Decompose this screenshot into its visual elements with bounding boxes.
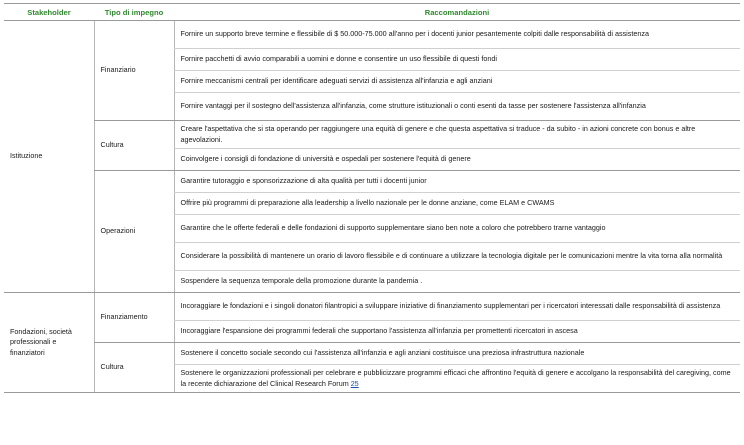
recommendation-text: Sostenere le organizzazioni professionali per celebrare e pubblicizzare programmi efficaci che affrontino l'equità di genere e accolgano la responsabilità del caregiving, come la recente dichiarazione del Clinical Research Forum <box>180 368 731 388</box>
type-cell: Finanziario <box>94 21 174 121</box>
table-row <box>4 121 740 149</box>
stakeholder-cell: Fondazioni, società professionali e finanziatori <box>4 293 94 393</box>
recommendation-cell: Fornire un supporto breve termine e flessibile di $ 50.000-75.000 all'anno per i docenti junior pesantemente colpiti dalle responsabilità di assistenza <box>174 21 740 49</box>
reference-link[interactable]: 25 <box>350 378 359 388</box>
recommendation-cell: Fornire meccanismi centrali per identificare adeguati servizi di assistenza all'infanzia e agli anziani <box>174 71 740 93</box>
type-cell: Cultura <box>94 121 174 171</box>
recommendation-cell: Garantire che le offerte federali e delle fondazioni di supporto supplementare siano ben note a coloro che potrebbero trarne vantaggio <box>174 215 740 243</box>
recommendation-cell: Coinvolgere i consigli di fondazione di università e ospedali per sostenere l'equità di genere <box>174 149 740 171</box>
recommendation-cell: Fornire pacchetti di avvio comparabili a uomini e donne e consentire un uso flessibile di questi fondi <box>174 49 740 71</box>
table-row <box>4 293 740 321</box>
recommendation-cell: Incoraggiare l'espansione dei programmi federali che supportano l'assistenza all'infanzia per promettenti ricercatori in ascesa <box>174 321 740 343</box>
recommendation-cell: Sospendere la sequenza temporale della promozione durante la pandemia . <box>174 271 740 293</box>
type-cell: Cultura <box>94 343 174 393</box>
table-row <box>4 171 740 193</box>
recommendation-cell <box>174 365 740 393</box>
table-row <box>4 343 740 365</box>
recommendation-cell: Offrire più programmi di preparazione alla leadership a livello nazionale per le donne anziane, come ELAM e CWAMS <box>174 193 740 215</box>
recommendation-cell: Fornire vantaggi per il sostegno dell'assistenza all'infanzia, come strutture istituzionali o conti esenti da tasse per sostenere l'assistenza all'infanzia <box>174 93 740 121</box>
table-row <box>4 21 740 49</box>
stakeholder-cell: Istituzione <box>4 21 94 293</box>
recommendations-table <box>4 3 740 393</box>
recommendation-cell: Considerare la possibilità di mantenere un orario di lavoro flessibile e di continuare a utilizzare la tecnologia digitale per le comunicazioni mentre la vita torna alla normalità <box>174 243 740 271</box>
recommendation-cell: Incoraggiare le fondazioni e i singoli donatori filantropici a sviluppare iniziative di finanziamento supplementari per i ricercatori interessati dalle responsabilità di assistenza <box>174 293 740 321</box>
header-row <box>4 4 740 21</box>
header-recommendations: Raccomandazioni <box>174 4 740 21</box>
type-cell: Finanziamento <box>94 293 174 343</box>
type-cell: Operazioni <box>94 171 174 293</box>
recommendation-cell: Garantire tutoraggio e sponsorizzazione di alta qualità per tutti i docenti junior <box>174 171 740 193</box>
recommendation-cell: Creare l'aspettativa che si sta operando per raggiungere una equità di genere e che questa aspettativa si traduce - da subito - in azioni concrete con bonus e altre agevolazioni. <box>174 121 740 149</box>
recommendation-cell: Sostenere il concetto sociale secondo cui l'assistenza all'infanzia e agli anziani costituisce una preziosa infrastruttura nazionale <box>174 343 740 365</box>
header-type: Tipo di impegno <box>94 4 174 21</box>
header-stakeholder: Stakeholder <box>4 4 94 21</box>
